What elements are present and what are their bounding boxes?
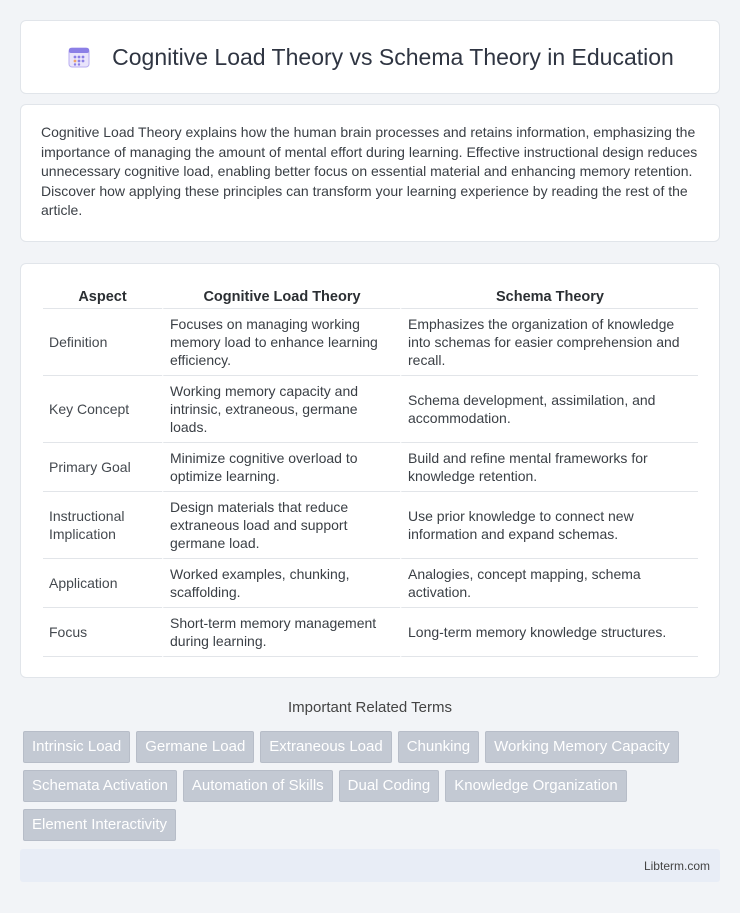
st-cell: Use prior knowledge to connect new information and expand schemas. (400, 492, 698, 559)
clt-cell: Worked examples, chunking, scaffolding. (162, 559, 400, 608)
comparison-table (43, 282, 698, 657)
st-cell: Schema development, assimilation, and accommodation. (400, 376, 698, 443)
aspect-cell: Definition (43, 309, 162, 376)
page-title: Cognitive Load Theory vs Schema Theory in Education (112, 43, 674, 70)
header-aspect: Aspect (43, 282, 162, 309)
related-terms-title: Important Related Terms (288, 699, 452, 716)
st-cell: Analogies, concept mapping, schema activation. (400, 559, 698, 608)
related-term-tag[interactable]: Chunking (398, 731, 479, 763)
aspect-cell: Instructional Implication (43, 492, 162, 559)
comparison-card (20, 263, 720, 678)
related-term-tag[interactable]: Intrinsic Load (23, 731, 130, 763)
table-row (43, 376, 698, 443)
related-term-tag[interactable]: Automation of Skills (183, 770, 333, 802)
aspect-cell: Key Concept (43, 376, 162, 443)
related-terms-list (23, 731, 723, 848)
clt-cell: Working memory capacity and intrinsic, extraneous, germane loads. (162, 376, 400, 443)
related-term-tag[interactable]: Working Memory Capacity (485, 731, 679, 763)
intro-card (20, 104, 720, 242)
table-header-row (43, 282, 698, 309)
aspect-cell: Focus (43, 608, 162, 657)
related-term-tag[interactable]: Extraneous Load (260, 731, 391, 763)
related-term-tag[interactable]: Schemata Activation (23, 770, 177, 802)
clt-cell: Short-term memory management during learning. (162, 608, 400, 657)
st-cell: Long-term memory knowledge structures. (400, 608, 698, 657)
related-term-tag[interactable]: Dual Coding (339, 770, 440, 802)
table-row (43, 608, 698, 657)
st-cell: Build and refine mental frameworks for knowledge retention. (400, 443, 698, 492)
calendar-icon (66, 44, 92, 70)
related-term-tag[interactable]: Germane Load (136, 731, 254, 763)
st-cell: Emphasizes the organization of knowledge into schemas for easier comprehension and recall. (400, 309, 698, 376)
table-row (43, 309, 698, 376)
footer (20, 849, 720, 882)
clt-cell: Design materials that reduce extraneous load and support germane load. (162, 492, 400, 559)
header-schema-theory: Schema Theory (400, 282, 698, 309)
clt-cell: Focuses on managing working memory load to enhance learning efficiency. (162, 309, 400, 376)
related-term-tag[interactable]: Knowledge Organization (445, 770, 626, 802)
table-row (43, 443, 698, 492)
related-term-tag[interactable]: Element Interactivity (23, 809, 176, 841)
table-row (43, 492, 698, 559)
footer-site-link[interactable]: Libterm.com (643, 858, 710, 873)
header-cognitive-load-theory: Cognitive Load Theory (162, 282, 400, 309)
aspect-cell: Primary Goal (43, 443, 162, 492)
intro-text: Cognitive Load Theory explains how the human brain processes and retains information, emphasizing the importance of managing the amount of mental effort during learning. Effective instructional design reduces unnecessary cognitive load, enabling better focus on essential material and enhancing memory retention. Discover how applying these principles can transform your learning experience by reading the rest of the article. (41, 124, 698, 218)
clt-cell: Minimize cognitive overload to optimize learning. (162, 443, 400, 492)
table-row (43, 559, 698, 608)
title-card (20, 20, 720, 94)
aspect-cell: Application (43, 559, 162, 608)
